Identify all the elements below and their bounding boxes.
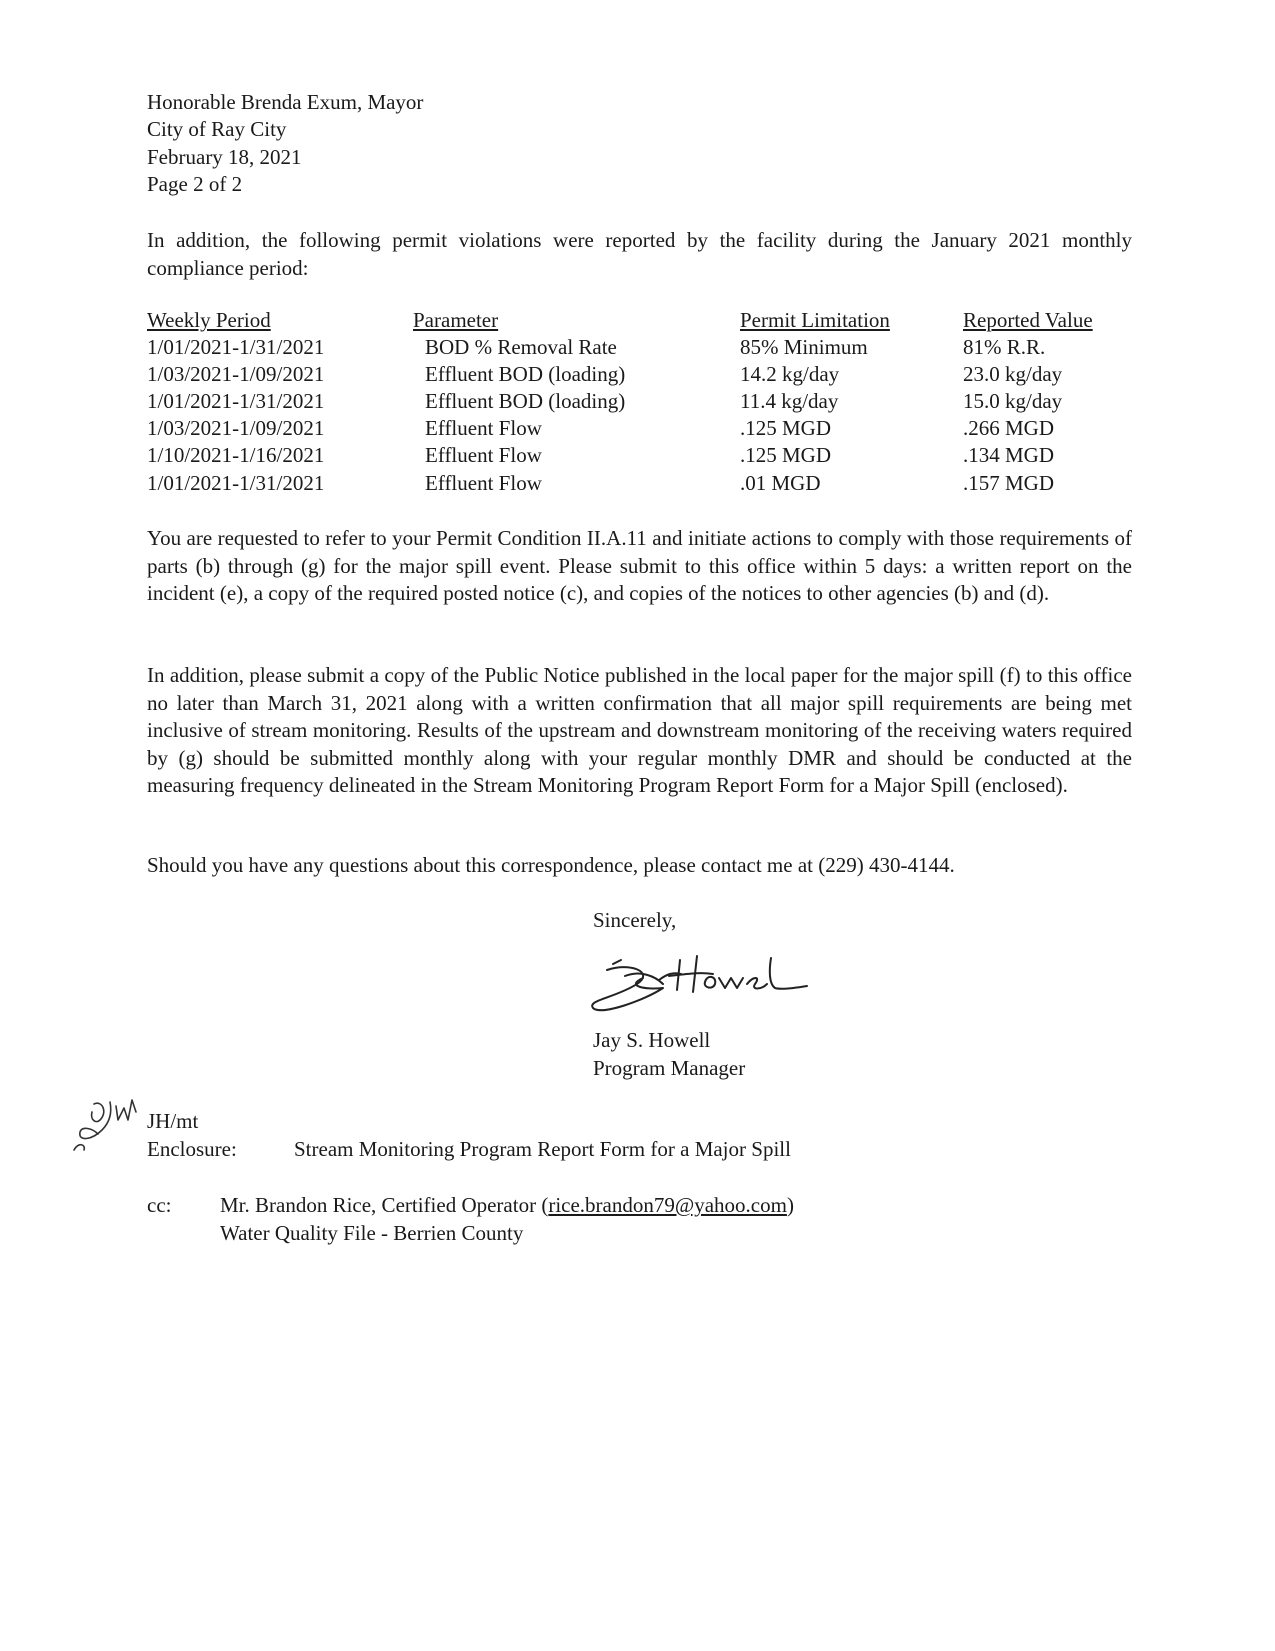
typist-initials: JH/mt — [147, 1109, 199, 1133]
intro-paragraph: In addition, the following permit violations were reported by the facility during the January 2021 monthly compliance period: — [147, 228, 1132, 280]
table-header-reported-value: Reported Value — [963, 308, 1093, 332]
table-cell-period: 1/01/2021-1/31/2021 — [147, 335, 325, 359]
addressee: Honorable Brenda Exum, Mayor — [147, 90, 424, 114]
table-cell-reported: 23.0 kg/day — [963, 362, 1063, 386]
table-cell-reported: 15.0 kg/day — [963, 389, 1063, 413]
cc-label: cc: — [147, 1193, 172, 1217]
table-cell-reported: .134 MGD — [963, 443, 1055, 467]
cc-recipient-1-name: Mr. Brandon Rice, Certified Operator ( — [220, 1193, 549, 1217]
body-paragraph-3: Should you have any questions about this correspondence, please contact me at (229) 430-4144. — [147, 853, 955, 877]
table-cell-parameter: Effluent BOD (loading) — [425, 362, 626, 386]
addressee-city: City of Ray City — [147, 117, 287, 141]
table-cell-period: 1/03/2021-1/09/2021 — [147, 362, 325, 386]
table-header-permit-limitation: Permit Limitation — [740, 308, 890, 332]
table-cell-limitation: .01 MGD — [740, 471, 821, 495]
letter-date: February 18, 2021 — [147, 145, 302, 169]
cc-recipient-2: Water Quality File - Berrien County — [220, 1221, 524, 1245]
table-cell-limitation: 14.2 kg/day — [740, 362, 840, 386]
signatory-title: Program Manager — [593, 1056, 746, 1080]
body-paragraph-2: In addition, please submit a copy of the Public Notice published in the local paper for the major spill (f) to this office no later than March 31, 2021 along with a written confirmation that all major spill requirements are being met inclusive of stream monitoring. Results of the upstream and downstream monitoring of the receiving waters required by (g) should be submitted monthly along with your regular monthly DMR and should be conducted at the measuring frequency delineated in the Stream Monitoring Program Report Form for a Major Spill (enclosed). — [147, 663, 1132, 797]
table-cell-parameter: Effluent Flow — [425, 471, 542, 495]
signatory-name: Jay S. Howell — [593, 1028, 711, 1052]
table-header-parameter: Parameter — [413, 308, 499, 332]
table-cell-parameter: Effluent Flow — [425, 416, 542, 440]
cc-email-link[interactable]: rice.brandon79@yahoo.com — [548, 1193, 787, 1217]
table-cell-period: 1/01/2021-1/31/2021 — [147, 389, 325, 413]
page-number: Page 2 of 2 — [147, 172, 243, 196]
table-cell-limitation: .125 MGD — [740, 416, 832, 440]
table-cell-limitation: 11.4 kg/day — [740, 389, 839, 413]
enclosure-text: Stream Monitoring Program Report Form for a Major Spill — [294, 1137, 791, 1161]
table-cell-reported: .157 MGD — [963, 471, 1055, 495]
body-paragraph-1: You are requested to refer to your Permit Condition II.A.11 and initiate actions to comply with those requirements of parts (b) through (g) for the major spill event. Please submit to this office within 5 days: a written report on the incident (e), a copy of the required posted notice (c), and copies of the notices to other agencies (b) and (d). — [147, 526, 1132, 605]
enclosure-label: Enclosure: — [147, 1137, 237, 1161]
table-cell-reported: .266 MGD — [963, 416, 1055, 440]
cc-recipient-1-close: ) — [786, 1193, 794, 1217]
cc-recipient-1 — [220, 1192, 794, 1219]
table-cell-period: 1/01/2021-1/31/2021 — [147, 471, 325, 495]
table-header-weekly-period: Weekly Period — [147, 308, 271, 332]
table-cell-period: 1/10/2021-1/16/2021 — [147, 443, 325, 467]
table-cell-parameter: BOD % Removal Rate — [425, 335, 617, 359]
closing-salutation: Sincerely, — [593, 908, 677, 932]
table-cell-limitation: .125 MGD — [740, 443, 832, 467]
table-cell-parameter: Effluent BOD (loading) — [425, 389, 626, 413]
table-cell-limitation: 85% Minimum — [740, 335, 868, 359]
table-cell-period: 1/03/2021-1/09/2021 — [147, 416, 325, 440]
table-cell-parameter: Effluent Flow — [425, 443, 542, 467]
table-cell-reported: 81% R.R. — [963, 335, 1046, 359]
